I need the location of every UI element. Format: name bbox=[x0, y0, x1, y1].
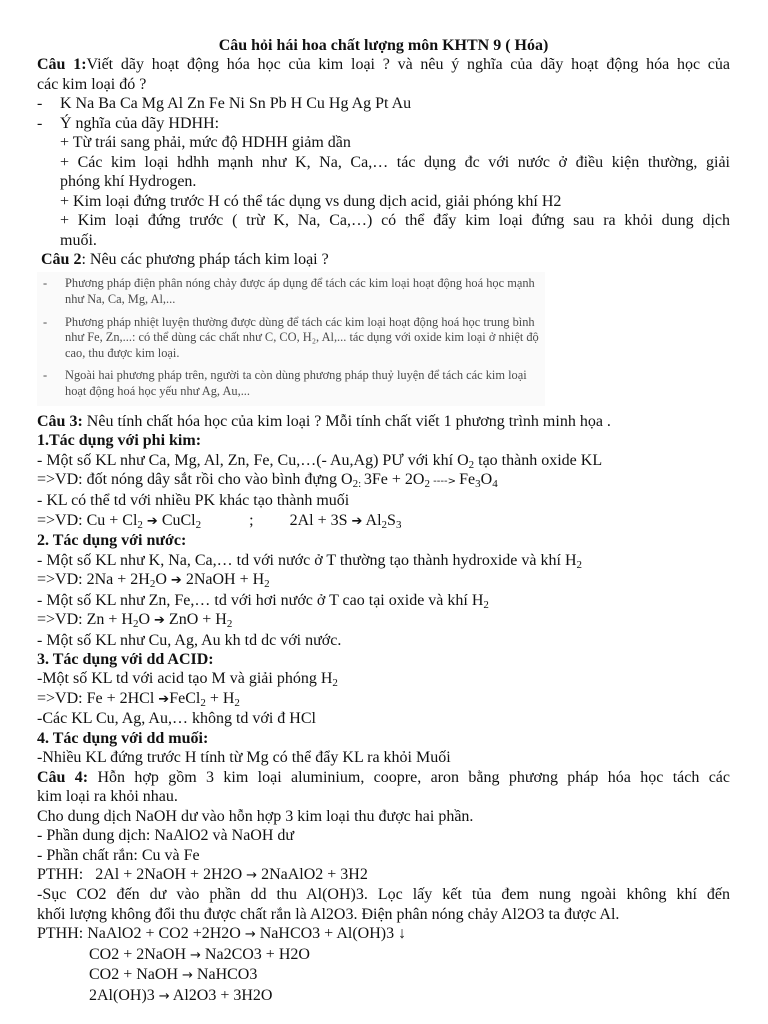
q3-line bbox=[37, 412, 730, 431]
subscript: 2 bbox=[332, 677, 338, 689]
text: tạo thành oxide KL bbox=[474, 451, 603, 469]
text: Al bbox=[362, 511, 382, 529]
arrow-icon: ➔ bbox=[158, 691, 170, 707]
q4-line-5: - Phần chất rắn: Cu và Fe bbox=[37, 846, 200, 864]
q4-label: Câu 4: bbox=[37, 768, 89, 786]
q3-s2-line-4 bbox=[37, 610, 730, 630]
q3-s4-line-1: -Nhiều KL đứng trước H tính từ Mg có thể đẩy KL ra khỏi Muối bbox=[37, 749, 451, 767]
activity-series: K Na Ba Ca Mg Al Zn Fe Ni Sn Pb H Cu Hg Ag Pt Au bbox=[60, 95, 412, 113]
image-list-item bbox=[43, 315, 539, 362]
q3-s2-line-3 bbox=[37, 591, 730, 610]
subscript: 2 bbox=[149, 578, 156, 591]
q4-line-8: khối lượng không đổi thu được chất rắn là Al2O3. Điện phân nóng chảy Al2O3 ta được Al. bbox=[37, 905, 620, 923]
text: CO2 + 2NaOH bbox=[89, 945, 191, 963]
q4-line-2: kim loại ra khỏi nhau. bbox=[37, 788, 178, 806]
bullet-dash: - bbox=[37, 95, 43, 113]
q3-s3-line-1 bbox=[37, 669, 730, 688]
q3-section-1-title: 1.Tác dụng với phi kim: bbox=[37, 432, 202, 450]
q3-text: Nêu tính chất hóa học của kim loại ? Mỗi tính chất viết 1 phương trình minh họa . bbox=[82, 412, 611, 430]
image-dash: - bbox=[43, 276, 48, 291]
text: =>VD: 2Na + 2H bbox=[37, 571, 150, 589]
subscript: 3 bbox=[475, 477, 481, 490]
arrow-icon: ➔ bbox=[146, 513, 158, 529]
image-list-item bbox=[43, 276, 539, 307]
text: PTHH: NaAlO2 + CO2 +2H2O bbox=[37, 925, 245, 943]
separator: ; bbox=[249, 511, 254, 529]
q3-section-2-title: 2. Tác dụng với nước: bbox=[37, 532, 187, 550]
subscript: 2 bbox=[381, 518, 388, 531]
q1-meaning-1: + Từ trái sang phải, mức độ HDHH giảm dần bbox=[60, 134, 351, 152]
subscript: 2 bbox=[576, 558, 583, 571]
subscript: 2 bbox=[264, 578, 270, 591]
q1-meaning-4b: muối. bbox=[60, 231, 97, 249]
text: =>VD: Cu + Cl bbox=[37, 511, 138, 529]
text: - Một số KL như K, Na, Ca,… td với nước ở T thường tạo thành hydroxide và khí H bbox=[37, 551, 577, 569]
text: Na2CO3 + H2O bbox=[200, 945, 310, 963]
q1-line-2: các kim loại đó ? bbox=[37, 75, 147, 93]
text: + H bbox=[205, 689, 235, 707]
q4-text-a: Hỗn hợp gồm 3 kim loại aluminium, coopre, aron bằng phương pháp hóa học tách các bbox=[88, 768, 730, 786]
arrow-icon: ➔ bbox=[351, 513, 363, 529]
text: CO2 + NaOH bbox=[89, 966, 183, 984]
q2-label: Câu 2 bbox=[41, 250, 82, 268]
q3-s2-line-5: - Một số KL như Cu, Ag, Au kh td dc với nước. bbox=[37, 631, 342, 649]
text: O bbox=[155, 571, 171, 589]
text: ZnO + H bbox=[164, 611, 227, 629]
arrow-icon: → bbox=[244, 927, 256, 943]
q4-line-1 bbox=[37, 768, 730, 787]
q2-text: : Nêu các phương pháp tách kim loại ? bbox=[81, 250, 329, 268]
subscript: 2 bbox=[483, 598, 489, 611]
bullet-dash: - bbox=[37, 114, 43, 132]
q1-line-1 bbox=[37, 55, 730, 74]
arrow-icon: → bbox=[182, 968, 193, 984]
image-dash: - bbox=[43, 314, 48, 329]
subscript: 3 bbox=[395, 518, 402, 531]
q4-line-3: Cho dung dịch NaOH dư vào hỗn hợp 3 kim loại thu được hai phần. bbox=[37, 807, 474, 825]
q4-equation-4 bbox=[37, 965, 730, 985]
text: O bbox=[138, 611, 155, 629]
q4-line-7: -Sục CO2 đến dư vào phần dd thu Al(OH)3. Lọc lấy kết tủa đem nung ngoài không khí đến bbox=[37, 886, 730, 904]
image-item-text: Phương pháp điện phân nóng chảy được áp dụng để tách các kim loại hoạt động hoá học mạnh như Na, Ca, Mg, Al,... bbox=[65, 276, 535, 307]
text: =>VD: Zn + H bbox=[37, 611, 133, 629]
subscript: 2 bbox=[195, 518, 202, 531]
arrow-icon: → bbox=[246, 868, 258, 884]
arrow-icon: → bbox=[158, 988, 170, 1004]
text: =>VD: Fe + 2HCl bbox=[37, 689, 159, 707]
q3-s2-line-1 bbox=[37, 551, 730, 570]
q1-meaning-title-line bbox=[37, 114, 730, 133]
text: 2Al + 3S bbox=[289, 511, 352, 529]
subscript: 4 bbox=[492, 477, 498, 490]
q3-section-3-title: 3. Tác dụng với dd ACID: bbox=[37, 651, 214, 669]
page-title: Câu hỏi hái hoa chất lượng môn KHTN 9 ( Hóa) bbox=[218, 37, 549, 54]
subscript: 2: bbox=[352, 477, 364, 490]
q2-scanned-image bbox=[37, 272, 545, 405]
text: - Một số KL như Zn, Fe,… td với hơi nước ở T cao tại oxide và khí H bbox=[37, 591, 484, 609]
subscript: 2 bbox=[200, 696, 206, 709]
q4-equation-2 bbox=[37, 924, 730, 944]
arrow-icon: → bbox=[190, 947, 201, 963]
text: O bbox=[480, 470, 493, 488]
text: 2NaOH + H bbox=[181, 571, 265, 589]
text: NaHCO3 bbox=[192, 966, 258, 984]
q3-s1-line-1 bbox=[37, 451, 730, 470]
text: PTHH: 2Al + 2NaOH + 2H2O bbox=[37, 866, 247, 884]
q1-meaning-2a: + Các kim loại hdhh mạnh như K, Na, Ca,… tác dụng đc với nước ở điều kiện thường, giải bbox=[60, 153, 730, 171]
q1-series-line bbox=[37, 94, 730, 113]
image-list-item bbox=[43, 368, 539, 399]
text: - Một số KL như Ca, Mg, Al, Zn, Fe, Cu,…(- Au,Ag) PƯ với khí O bbox=[37, 451, 469, 469]
text: =>VD: đốt nóng dây sắt rồi cho vào bình đựng O bbox=[37, 470, 353, 488]
q2-line bbox=[37, 250, 730, 269]
subscript: 2 bbox=[137, 518, 143, 531]
image-item-text: Phương pháp nhiệt luyện thường được dùng để tách các kim loại hoạt động hoá học trung bình như Fe, Zn,...: có thể dùng các chất như C, CO, H₂, Al,... tác dụng với oxide kim loại ở nhiệt độ cao, thu được kim loại. bbox=[65, 314, 539, 360]
image-dash: - bbox=[43, 368, 48, 383]
q4-equation-5 bbox=[37, 986, 730, 1006]
text: -Một số KL td với acid tạo M và giải phóng H bbox=[37, 670, 333, 688]
q4-equation-3 bbox=[37, 945, 730, 965]
q3-s1-line-3: - KL có thể td với nhiều PK khác tạo thành muối bbox=[37, 492, 350, 510]
text: 2NaAlO2 + 3H2 bbox=[257, 866, 368, 884]
q3-section-4-title: 4. Tác dụng với dd muối: bbox=[37, 729, 209, 747]
subscript: 2 bbox=[226, 618, 233, 631]
subscript: 2 bbox=[132, 618, 139, 631]
dashed-arrow: ----> bbox=[429, 475, 460, 487]
image-item-text: Ngoài hai phương pháp trên, người ta còn dùng phương pháp thuỷ luyện để tách các kim loại hoạt động hoá học yếu như Ag, Au,... bbox=[65, 368, 527, 398]
q1-meaning-3: + Kim loại đứng trước H có thể tác dụng vs dung dịch acid, giải phóng khí H2 bbox=[60, 192, 562, 210]
q1-label: Câu 1: bbox=[37, 56, 87, 74]
text: Fe bbox=[459, 470, 476, 488]
q3-s2-line-2 bbox=[37, 570, 730, 590]
q3-s3-line-3: -Các KL Cu, Ag, Au,… không td với đ HCl bbox=[37, 710, 316, 728]
text: NaHCO3 + Al(OH)3 ↓ bbox=[255, 925, 407, 943]
arrow-icon: ➔ bbox=[170, 573, 182, 589]
text: FeCl bbox=[169, 689, 201, 707]
subscript: 2 bbox=[424, 477, 430, 490]
q4-equation-1 bbox=[37, 865, 730, 885]
arrow-icon: ➔ bbox=[154, 613, 165, 629]
q1-meaning-2b: phóng khí Hydrogen. bbox=[60, 173, 197, 191]
q3-label: Câu 3: bbox=[37, 412, 83, 430]
text: CuCl bbox=[161, 511, 196, 529]
q3-s3-line-2 bbox=[37, 689, 730, 709]
text: Al2O3 + 3H2O bbox=[169, 986, 273, 1004]
text: S bbox=[387, 511, 396, 529]
q1-meaning-4a: + Kim loại đứng trước ( trừ K, Na, Ca,…) có thể đẩy kim loại đứng sau ra khỏi dung dịch bbox=[60, 212, 730, 230]
subscript: 2 bbox=[234, 696, 240, 709]
text: 3Fe + 2O bbox=[363, 470, 425, 488]
text: 2Al(OH)3 bbox=[89, 986, 159, 1004]
q4-line-4: - Phần dung dịch: NaAlO2 và NaOH dư bbox=[37, 827, 295, 845]
q1-meaning-title: Ý nghĩa của dãy HDHH: bbox=[60, 114, 220, 132]
q3-s1-line-4 bbox=[37, 511, 730, 531]
subscript: 2 bbox=[468, 458, 475, 470]
q1-text-a: Viết dãy hoạt động hóa học của kim loại ? và nêu ý nghĩa của dãy hoạt động hóa học của bbox=[86, 56, 730, 74]
q3-s1-line-2 bbox=[37, 470, 730, 491]
